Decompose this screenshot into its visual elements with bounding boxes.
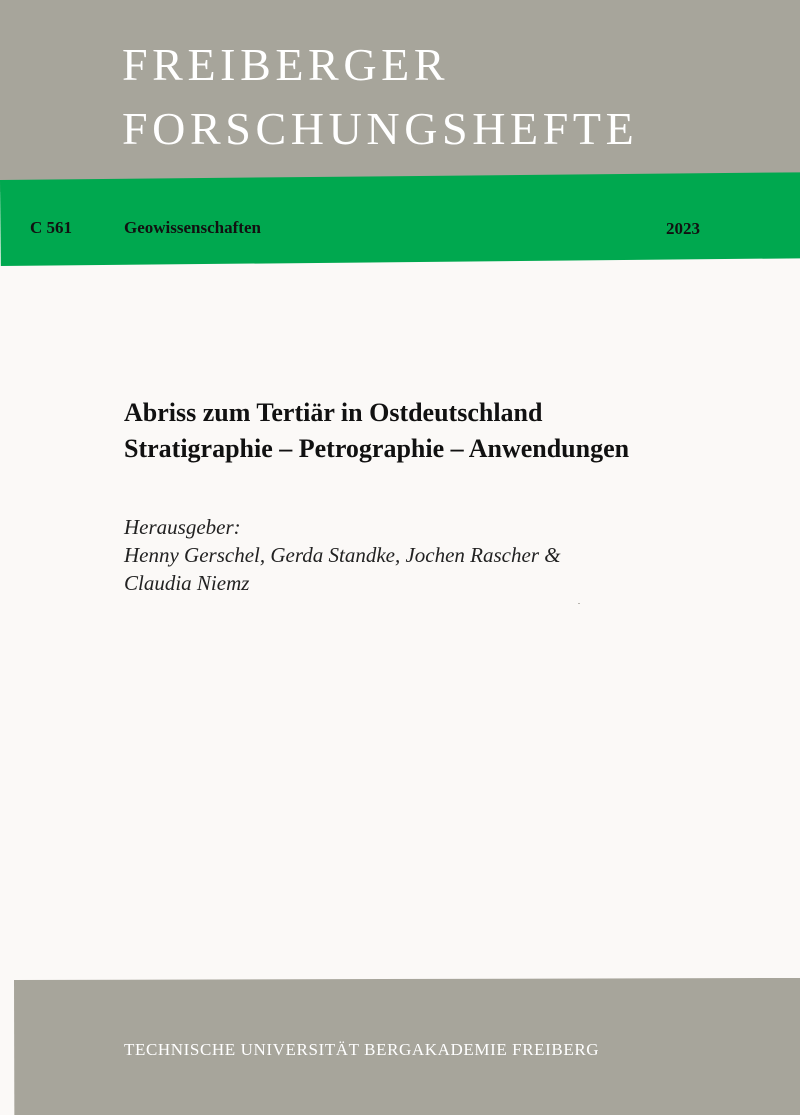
subject-field: Geowissenschaften (124, 218, 261, 237)
book-title: Abriss zum Tertiär in Ostdeutschland (124, 398, 543, 427)
editors-names-line2: Claudia Niemz (124, 571, 250, 595)
paper-speck (578, 603, 580, 604)
volume-code: C 561 (30, 218, 73, 237)
series-header-band (0, 0, 800, 192)
book-subtitle: Stratigraphie – Petrographie – Anwendungen (124, 434, 630, 463)
publication-year: 2023 (666, 219, 700, 238)
publisher-name: TECHNISCHE UNIVERSITÄT BERGAKADEMIE FREIBERG (124, 1040, 600, 1059)
series-title-line2: FORSCHUNGSHEFTE (122, 103, 639, 154)
editors-names-line1: Henny Gerschel, Gerda Standke, Jochen Rascher & (124, 543, 561, 567)
editors-label: Herausgeber: (124, 515, 241, 539)
series-title-line1: FREIBERGER (122, 39, 450, 90)
